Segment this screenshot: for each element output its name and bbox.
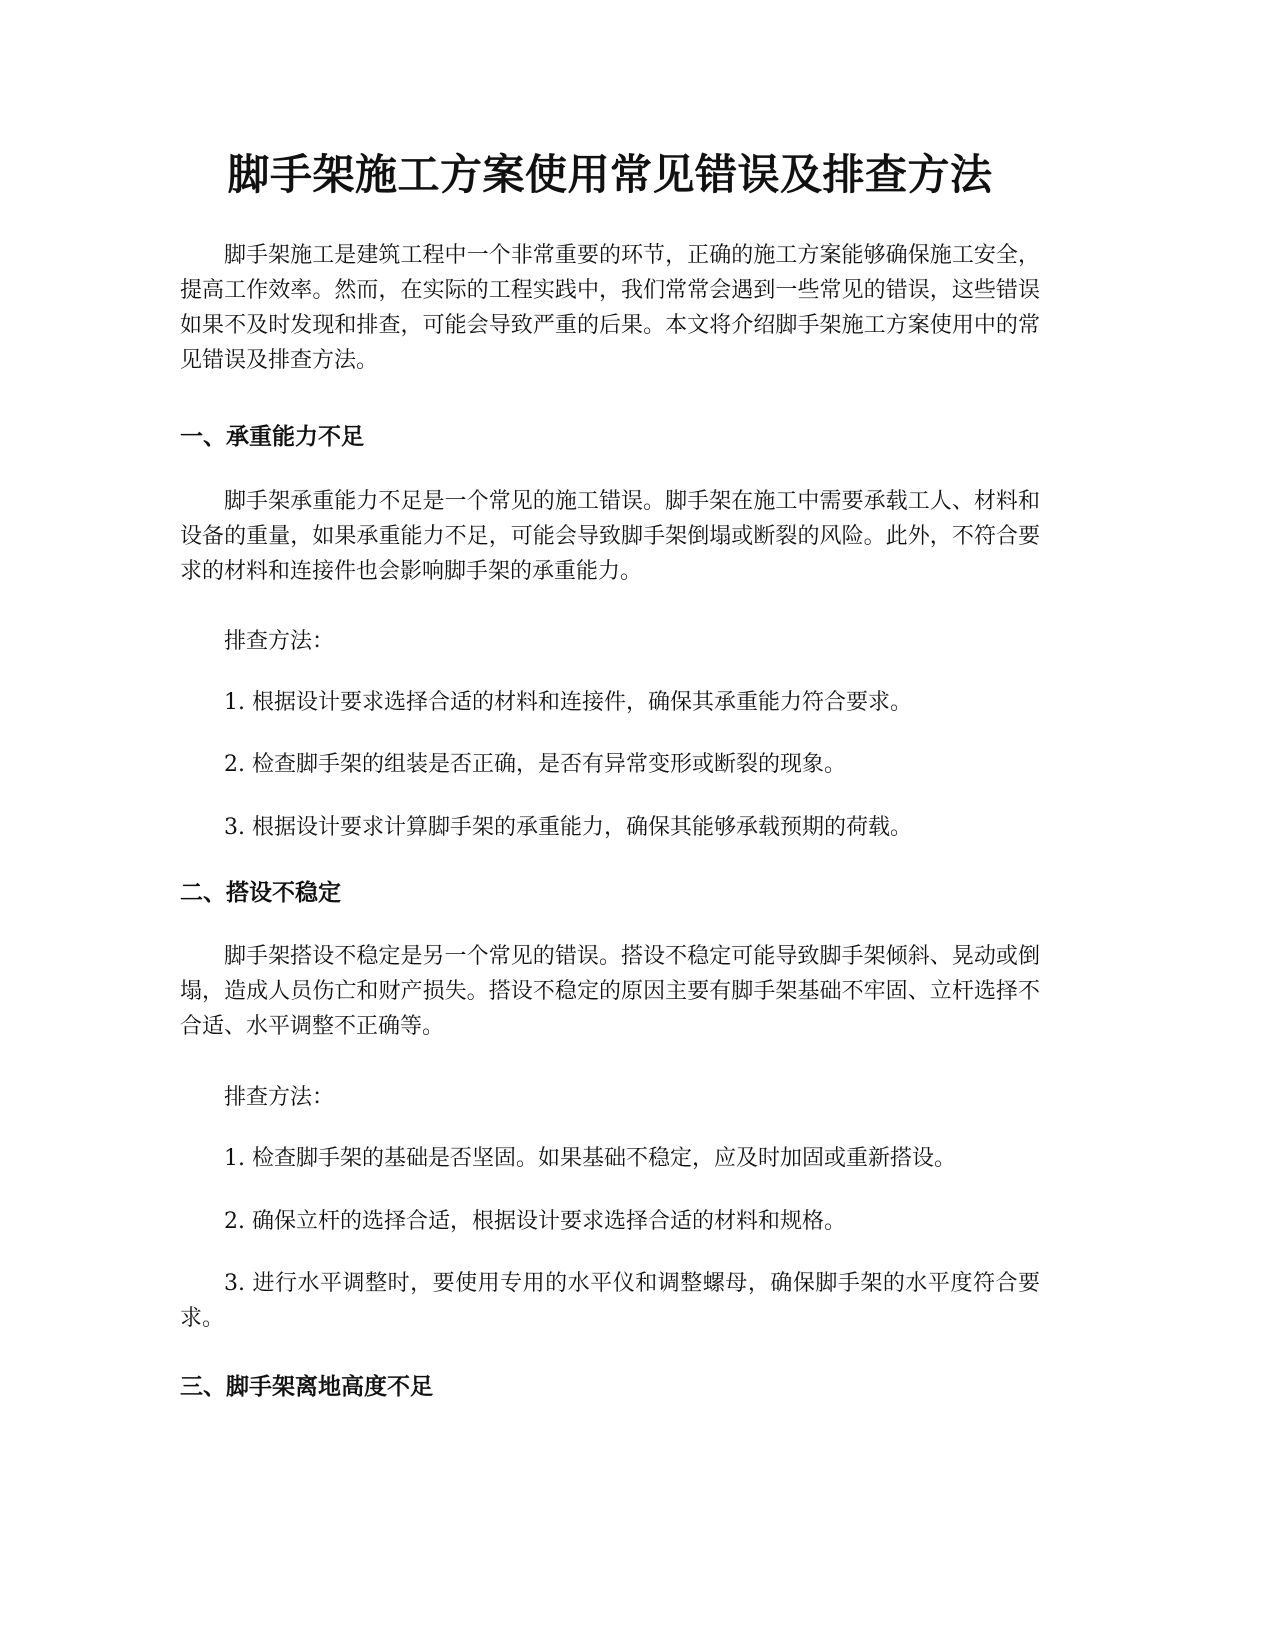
section-1-body: 脚手架承重能力不足是一个常见的施工错误。脚手架在施工中需要承载工人、材料和设备的重量，如果承重能力不足，可能会导致脚手架倒塌或断裂的风险。此外，不符合要求的材料和连接件也会影响脚手架的承重能力。 [180,489,1040,584]
section-1-step-1: 1. 根据设计要求选择合适的材料和连接件，确保其承重能力符合要求。 [224,690,912,715]
document-title: 脚手架施工方案使用常见错误及排查方法 [227,150,993,199]
section-2-heading: 二、搭设不稳定 [180,880,341,906]
section-3-heading: 三、脚手架离地高度不足 [180,1374,433,1400]
section-1-check-label: 排查方法： [224,629,335,654]
section-1-step-3: 3. 根据设计要求计算脚手架的承重能力，确保其能够承载预期的荷载。 [224,815,912,840]
intro-paragraph: 脚手架施工是建筑工程中一个非常重要的环节，正确的施工方案能够确保施工安全，提高工作效率。然而，在实际的工程实践中，我们常常会遇到一些常见的错误，这些错误如果不及时发现和排查，可能会导致严重的后果。本文将介绍脚手架施工方案使用中的常见错误及排查方法。 [180,243,1040,373]
section-2-step-2: 2. 确保立杆的选择合适，根据设计要求选择合适的材料和规格。 [224,1209,846,1234]
section-2-check-label: 排查方法： [224,1085,335,1110]
section-2-step-1: 1. 检查脚手架的基础是否坚固。如果基础不稳定，应及时加固或重新搭设。 [224,1146,956,1171]
section-1-heading: 一、承重能力不足 [180,424,364,450]
section-2-step-3: 3. 进行水平调整时，要使用专用的水平仪和调整螺母，确保脚手架的水平度符合要求。 [180,1271,1040,1331]
section-2-body: 脚手架搭设不稳定是另一个常见的错误。搭设不稳定可能导致脚手架倾斜、晃动或倒塌，造成人员伤亡和财产损失。搭设不稳定的原因主要有脚手架基础不牢固、立杆选择不合适、水平调整不正确等。 [180,944,1040,1039]
section-1-step-2: 2. 检查脚手架的组装是否正确，是否有异常变形或断裂的现象。 [224,752,846,777]
